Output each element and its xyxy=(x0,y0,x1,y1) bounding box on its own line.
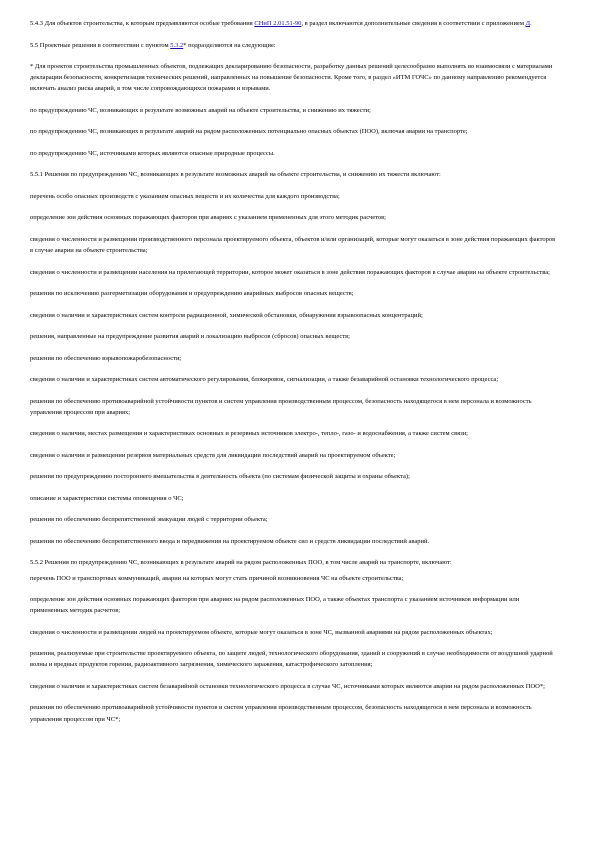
list-item: решения по обеспечению беспрепятственной эвакуации людей с территории объекта; xyxy=(30,516,268,524)
list-item: описание и характеристики системы оповещения о ЧС; xyxy=(30,494,184,502)
list-item: сведения о численности и размещении людей на проектируемом объекте, которые могут оказаться в зоне ЧС, вызванной авариями на рядом расположенных объектах; xyxy=(30,628,493,636)
list-item: сведения о наличии и размещении резервов материальных средств для ликвидации последствий аварий на проектируемом объекте; xyxy=(30,451,396,459)
appendix-d-link[interactable]: Д xyxy=(525,20,530,27)
list-item: сведения о наличии и характеристиках систем автоматического регулирования, блокировок, сигнализации, а также безаварийной остановки технологического процесса; xyxy=(30,376,499,384)
list-item: сведения о численности и размещении производственного персонала проектируемого объекта, объектов и/или организаций, которые могут оказаться в зоне действия поражающих факторов в случае аварии на объекте строительства; xyxy=(30,235,556,255)
list-item: решения по предупреждению постороннего вмешательства в деятельность объекта (по системам физической защиты и охраны объекта); xyxy=(30,473,410,481)
footnote-paragraph: * Для проектов строительства промышленных объектов, подлежащих декларированию безопасности, разработку данных решений целесообразно выполнять во взаимосвязи с материалами декларации безопасности, конкретизация технических решений, направленных на повышение безопасности. Кроме того, в раздел «ИТМ ГОЧС» по данному направлению рекомендуется включать анализ риска аварий, в том числе сопровождающихся пожарами и взрывами. xyxy=(30,63,553,93)
list-item: сведения о численности и размещении населения на прилегающей территории, которое может оказаться в зоне действия поражающих факторов в случае аварии на объекте строительства; xyxy=(30,268,550,276)
list-item: решения по исключению разгерметизации оборудования и предупреждению аварийных выбросов опасных веществ; xyxy=(30,290,354,298)
list-item: определение зон действия основных поражающих факторов при авариях с указанием примененных для этого методик расчетов; xyxy=(30,214,386,222)
clause-5-3-2-link[interactable]: 5.3.2 xyxy=(170,41,184,49)
paragraph-5-4-3: 5.4.3 Для объектов строительства, к которым предъявляются особые требования СНиП 2.01.51-90, в раздел включаются дополнительные сведения в соответствии с приложением Д. xyxy=(30,20,532,27)
list-item: решения по обеспечению противоаварийной устойчивости пунктов и систем управления производственным процессом, безопасность находящегося в нем персонала и возможность управления процессом при ЧС*; xyxy=(30,704,532,723)
list-item: сведения о наличии, местах размещения и характеристиках основных и резервных источников электро-, тепло-, газо- и водоснабжения, а также систем связи; xyxy=(30,430,468,438)
list-item: решения по обеспечению беспрепятственного ввода и передвижения на проектируемом объекте сил и средств ликвидации последствий аварий. xyxy=(30,537,430,545)
paragraph-5-5-2: 5.5.2 Решения по предупреждению ЧС, возникающих в результате аварий на рядом расположенных ПОО, в том числе аварий на транспорте, включают: xyxy=(30,559,452,567)
list-item: перечень ПОО и транспортных коммуникаций, аварии на которых могут стать причиной возникновения ЧС на объекте строительства; xyxy=(30,574,404,582)
list-item: решения, направленные на предупреждение развития аварий и локализацию выбросов (сбросов) опасных веществ; xyxy=(30,333,350,341)
list-item: перечень особо опасных производств с указанием опасных веществ и их количества для каждого производства; xyxy=(30,192,340,200)
list-item: решения, реализуемые при строительстве проектируемого объекта, по защите людей, технологического оборудования, зданий и сооружений в случае необходимости от воздушной ударной волны и вредных продуктов горения, радиоактивного загрязнения, химического заражения, катастрофического затопления; xyxy=(30,650,553,669)
list-item: по предупреждению ЧС, источниками которых являются опасные природные процессы. xyxy=(30,149,275,157)
snip-link[interactable]: СНиП 2.01.51-90 xyxy=(254,20,302,27)
list-item: по предупреждению ЧС, возникающих в результате аварий на рядом расположенных потенциально опасных объектах (ПОО), включая аварии на транспорте; xyxy=(30,128,468,136)
list-item: сведения о наличии и характеристиках систем безаварийной остановки технологического процесса в случае ЧС, источниками которых являются аварии на рядом расположенных ПОО*; xyxy=(30,682,545,690)
list-item: определение зон действия основных поражающих факторов при авариях на рядом расположенных ПОО, а также объектах транспорта с указанием источников информации или примененных методик расчетов; xyxy=(30,596,520,615)
paragraph-5-5-1: 5.5.1 Решения по предупреждению ЧС, возникающих в результате возможных аварий на объекте строительства, и снижению их тяжести включают: xyxy=(30,171,441,179)
list-item: решения по обеспечению противоаварийной устойчивости пунктов и систем управления производственным процессом, безопасность находящегося в нем персонала и возможность управления процессом при авариях; xyxy=(30,397,532,416)
list-item: по предупреждению ЧС, возникающих в результате возможных аварий на объекте строительства, и снижению их тяжести; xyxy=(30,106,371,114)
paragraph-5-5: 5.5 Проектные решения в соответствии с пунктом 5.3.2* подразделяются на следующие: xyxy=(30,41,276,49)
list-item: сведения о наличии и характеристиках систем контроля радиационной, химической обстановки, обнаружения взрывоопасных концентраций; xyxy=(30,311,423,319)
list-item: решения по обеспечению взрывопожаробезопасности; xyxy=(30,354,182,362)
